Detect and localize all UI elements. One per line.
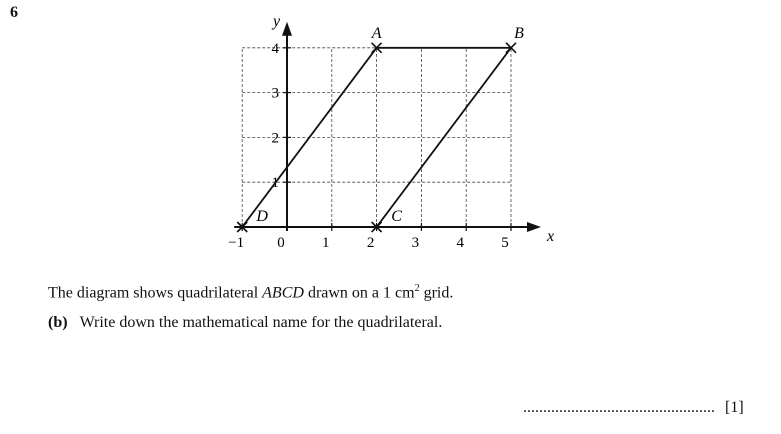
x-tick-label: 3	[411, 235, 420, 251]
y-tick-label: 1	[271, 175, 279, 192]
vertex-label-c: C	[391, 208, 402, 225]
part-text: Write down the mathematical name for the quadrilateral.	[79, 314, 443, 331]
x-axis-arrow	[527, 222, 541, 232]
x-axis-label: x	[547, 228, 555, 245]
stem-superscript: 2	[414, 283, 420, 294]
question-part-b	[48, 314, 442, 332]
stem-text-1: The diagram shows quadrilateral	[48, 284, 263, 302]
vertex-label-b: B	[514, 24, 524, 42]
x-tick-label: 2	[366, 235, 375, 251]
vertex-label-d: D	[256, 208, 268, 225]
y-axis-arrow	[282, 22, 292, 36]
question-stem	[48, 283, 453, 302]
x-tick-label: 1	[322, 235, 330, 251]
marks-label: [1]	[725, 399, 744, 416]
stem-shape-name: ABCD	[262, 284, 304, 302]
y-tick-label: 4	[271, 40, 279, 57]
y-tick-label: 2	[271, 130, 279, 147]
part-label: (b)	[48, 314, 68, 331]
x-tick-label: −1	[228, 235, 245, 251]
x-tick-label: 0	[277, 235, 285, 251]
stem-text-3: grid.	[419, 284, 454, 302]
vertex-label-a: A	[371, 24, 382, 42]
axes	[234, 22, 541, 232]
answer-line[interactable]	[523, 399, 744, 417]
y-tick-label: 3	[271, 85, 279, 102]
stem-text-2: drawn on a 1 cm	[303, 284, 415, 302]
question-number: 6	[10, 4, 18, 21]
answer-dots[interactable]: ................................................	[523, 399, 715, 416]
grid	[242, 48, 511, 227]
x-tick-label: 5	[501, 235, 509, 251]
y-axis-label: y	[273, 12, 281, 30]
x-tick-label: 4	[456, 235, 464, 251]
